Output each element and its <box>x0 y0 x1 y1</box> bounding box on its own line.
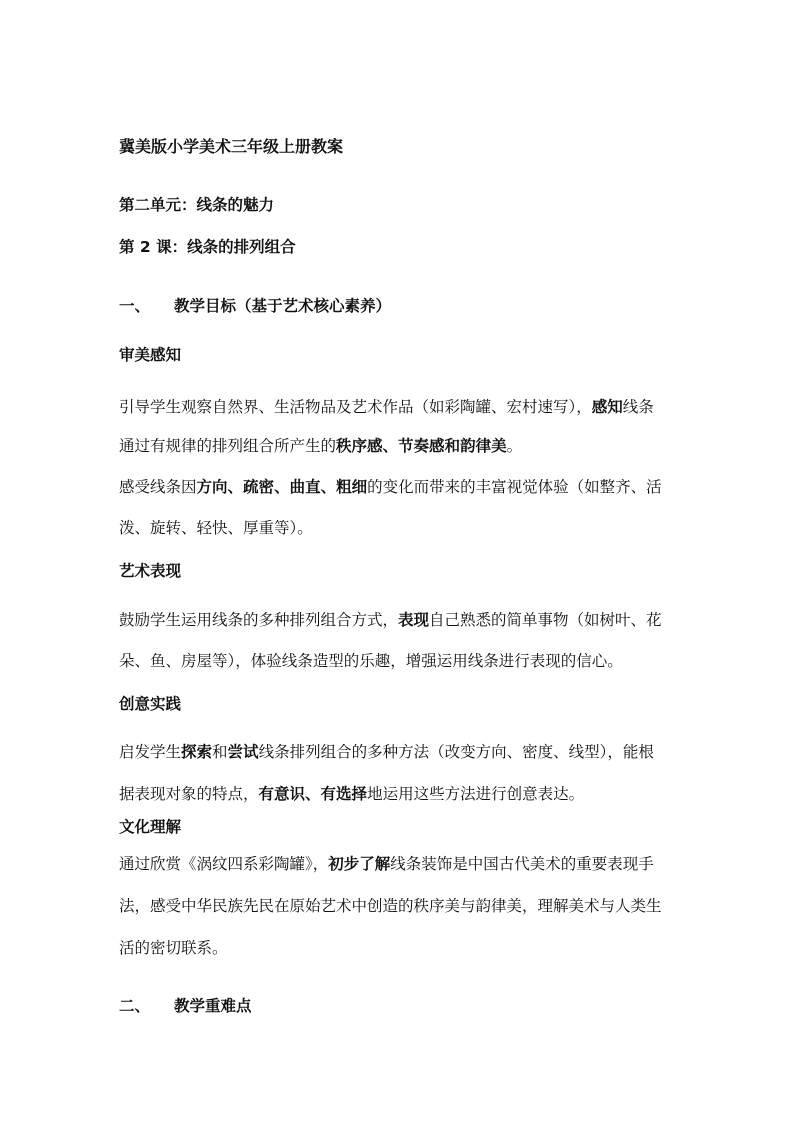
bold-span: 、 <box>227 478 244 496</box>
section-title: 教学目标（基于艺术核心素养） <box>174 297 392 315</box>
subheading-creative: 创意实践 <box>119 695 182 713</box>
text-span: 线条排列组合的多种方法（改变方向、密度、线型），能根 <box>258 743 654 761</box>
paragraph-line <box>119 436 522 456</box>
bold-span: 、 <box>274 478 290 496</box>
text-span: 。 <box>506 437 523 455</box>
section-heading-1 <box>119 296 391 316</box>
text-span: 据表现对象的特点， <box>119 785 259 803</box>
lesson-title: 第 2 课：线条的排列组合 <box>119 238 296 256</box>
bold-span: 方向 <box>196 478 228 496</box>
bold-span: 表现 <box>398 611 430 629</box>
section-title: 教学重难点 <box>174 997 252 1015</box>
bold-span: 秩序感 <box>336 437 383 455</box>
paragraph-line <box>119 784 584 804</box>
doc-title: 冀美版小学美术三年级上册教案 <box>119 137 344 156</box>
unit-title: 第二单元：线条的魅力 <box>119 196 275 214</box>
subheading-culture: 文化理解 <box>119 818 182 836</box>
paragraph-line <box>119 477 662 497</box>
bold-span: 初步了解 <box>328 855 391 873</box>
section-number: 一、 <box>119 297 151 315</box>
text-span: 地运用这些方法进行创意表达。 <box>367 785 585 803</box>
bold-span: 尝试 <box>227 743 259 761</box>
text-span: 通过有规律的排列组合所产生的 <box>119 437 337 455</box>
text-span: 通过欣赏《涡纹四系彩陶罐》， <box>119 855 329 873</box>
text-span: 线条装饰是中国古代美术的重要表现手 <box>390 855 654 873</box>
bold-span: 曲直 <box>289 478 321 496</box>
bold-span: 有意识 <box>258 785 306 803</box>
text-span: 自己熟悉的简单事物（如树叶、花 <box>429 611 662 629</box>
text-span: 线条 <box>622 398 654 416</box>
bold-span: 、 <box>382 437 399 455</box>
section-heading-2 <box>119 996 252 1016</box>
paragraph-line: 法，感受中华民族先民在原始艺术中创造的秩序美与韵律美，理解美术与人类生 <box>119 897 662 915</box>
paragraph-line <box>119 610 662 630</box>
text-span: 启发学生 <box>119 743 182 761</box>
bold-span: 感知 <box>591 398 623 416</box>
paragraph-line: 泼、旋转、轻快、厚重等）。 <box>119 519 313 537</box>
paragraph-line <box>119 854 654 874</box>
subheading-art: 艺术表现 <box>119 562 182 580</box>
bold-span: 、 <box>320 478 337 496</box>
paragraph-line: 朵、鱼、房屋等），体验线条造型的乐趣，增强运用线条进行表现的信心。 <box>119 652 623 670</box>
text-span: 和 <box>212 743 228 761</box>
bold-span: 节奏感 <box>398 437 445 455</box>
paragraph-line <box>119 397 654 417</box>
bold-span: 粗细 <box>336 478 368 496</box>
subheading-aesthetic: 审美感知 <box>119 346 182 364</box>
paragraph-line: 活的密切联系。 <box>119 939 228 957</box>
paragraph-line <box>119 742 654 762</box>
bold-span: 疏密 <box>243 478 275 496</box>
text-span: 感受线条因 <box>119 478 197 496</box>
section-number: 二、 <box>119 997 151 1015</box>
bold-span: 韵律美 <box>460 437 507 455</box>
bold-span: 和 <box>444 437 461 455</box>
text-span: 的变化而带来的丰富视觉体验（如整齐、活 <box>367 478 662 496</box>
bold-span: 、 <box>305 785 321 803</box>
bold-span: 探索 <box>181 743 213 761</box>
bold-span: 有选择 <box>320 785 368 803</box>
text-span: 引导学生观察自然界、生活物品及艺术作品（如彩陶罐、宏村速写）， <box>119 398 592 416</box>
text-span: 鼓励学生运用线条的多种排列组合方式， <box>119 611 399 629</box>
